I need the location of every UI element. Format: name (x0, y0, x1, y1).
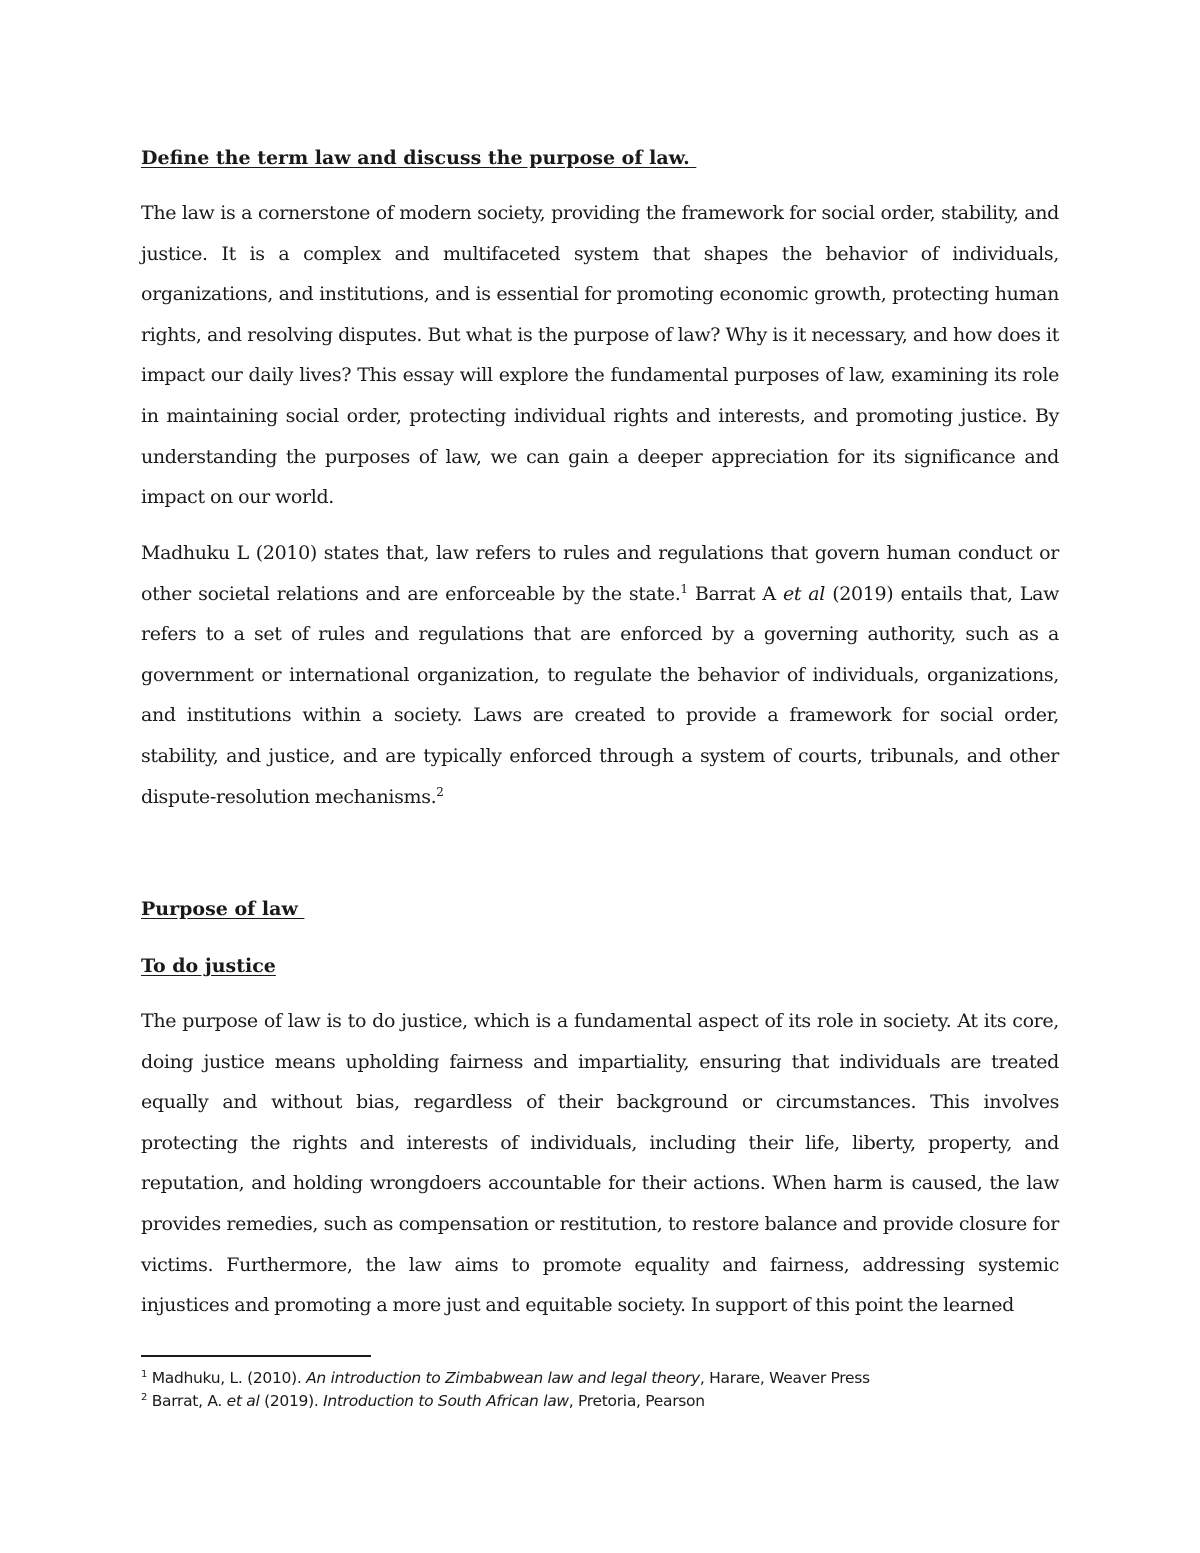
definition-text-3: (2019) entails that, Law refers to a set of rules and regulations that are enforced by a governing authority, such as a government or international organization, to regulate the behavior of individuals, organizations, and institutions within a society. Laws are created to provide a framework for social order, stability, and justice, and are typically enforced through a system of courts, tribunals, and other dispute-resolution mechanisms. (141, 582, 1059, 808)
justice-paragraph: The purpose of law is to do justice, which is a fundamental aspect of its role in society. At its core, doing justice means upholding fairness and impartiality, ensuring that individuals are treated equally and without bias, regardless of their background or circumstances. This involves protecting the rights and interests of individuals, including their life, liberty, property, and reputation, and holding wrongdoers accountable for their actions. When harm is caused, the law provides remedies, such as compensation or restitution, to restore balance and provide closure for victims. Furthermore, the law aims to promote equality and fairness, addressing systemic injustices and promoting a more just and equitable society. In support of this point the learned (141, 1010, 1059, 1317)
footnote-ref-2: 2 (436, 784, 444, 799)
footnote-1-title: An introduction to Zimbabwean law and legal theory (306, 1369, 700, 1387)
footnote-1-publisher: , Harare, Weaver Press (699, 1369, 870, 1387)
footnote-2-publisher: , Pretoria, Pearson (568, 1392, 705, 1410)
definition-paragraph (141, 533, 1059, 817)
footnote-2-title: Introduction to South African law (323, 1392, 569, 1410)
footnote-ref-1: 1 (680, 581, 688, 596)
intro-paragraph: The law is a cornerstone of modern society, providing the framework for social order, stability, and justice. It is a complex and multifaceted system that shapes the behavior of individuals, organizations, and institutions, and is essential for promoting economic growth, protecting human rights, and resolving disputes. But what is the purpose of law? Why is it necessary, and how does it impact our daily lives? This essay will explore the fundamental purposes of law, examining its role in maintaining social order, protecting individual rights and interests, and promoting justice. By understanding the purposes of law, we can gain a deeper appreciation for its significance and impact on our world. (141, 202, 1059, 509)
definition-text-1: Madhuku L (2010) states that, law refers to rules and regulations that govern human conduct or other societal relations and are enforceable by the state. (141, 542, 1059, 605)
document-page (141, 0, 1059, 1553)
definition-text-2: Barrat A (687, 582, 783, 605)
main-heading: Define the term law and discuss the purpose of law. (141, 147, 697, 169)
footnote-2-year: (2019). (259, 1392, 324, 1410)
footnote-2-number: 2 (141, 1392, 148, 1403)
footnote-2-et-al: et al (226, 1392, 260, 1410)
definition-et-al: et al (782, 582, 826, 605)
footnote-2 (141, 1390, 1059, 1412)
footnote-1 (141, 1367, 1059, 1389)
footnote-1-author: Madhuku, L. (2010). (147, 1369, 307, 1387)
footnote-1-number: 1 (141, 1369, 148, 1380)
footnote-2-author: Barrat, A. (147, 1392, 227, 1410)
footnote-separator (141, 1355, 371, 1357)
justice-heading: To do justice (141, 955, 276, 977)
purpose-heading: Purpose of law (141, 898, 305, 920)
